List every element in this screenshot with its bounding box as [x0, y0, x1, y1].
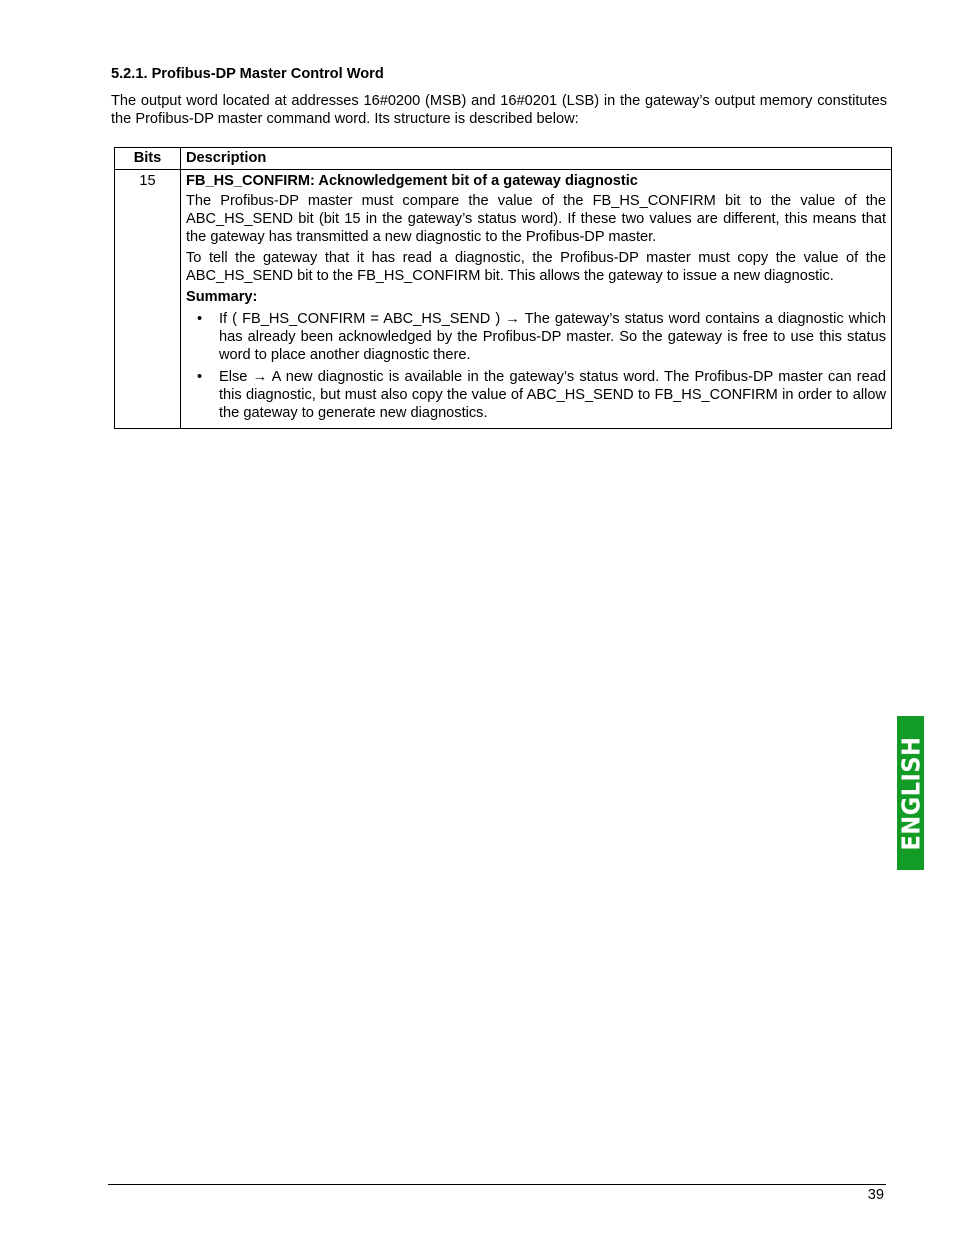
- description-paragraph: The Profibus-DP master must compare the value of the FB_HS_CONFIRM bit to the value of the ABC_HS_SEND bit (bit 15 in the gateway’s status word). If these two values are different, this means that the gateway has transmitted a new diagnostic to the Profibus-DP master.: [186, 193, 886, 245]
- description-cell: [181, 170, 892, 429]
- description-paragraph: To tell the gateway that it has read a diagnostic, the Profibus-DP master must copy the value of the ABC_HS_SEND bit to the FB_HS_CONFIRM bit. This allows the gateway to issue a new diagnostic.: [186, 250, 886, 284]
- section-heading: 5.2.1. Profibus-DP Master Control Word: [111, 66, 384, 82]
- header-bits: Bits: [115, 148, 181, 170]
- list-item-text: If ( FB_HS_CONFIRM = ABC_HS_SEND ) → The gateway’s status word contains a diagnostic which has already been acknowledged by the Profibus-DP master. So the gateway is free to use this status word to place another diagnostic there.: [219, 311, 886, 363]
- control-word-table: [114, 147, 892, 429]
- footer-rule: [108, 1184, 886, 1185]
- language-tab-label: ENGLISH: [896, 736, 925, 850]
- page-number: 39: [867, 1187, 884, 1203]
- bullet-icon: •: [197, 311, 203, 327]
- list-item: [197, 310, 886, 364]
- description-title: FB_HS_CONFIRM: Acknowledgement bit of a gateway diagnostic: [186, 173, 638, 189]
- language-tab: [897, 716, 924, 870]
- summary-list: [186, 310, 886, 422]
- table-header-row: [115, 148, 892, 170]
- intro-paragraph: The output word located at addresses 16#0200 (MSB) and 16#0201 (LSB) in the gateway’s output memory constitutes the Profibus-DP master command word. Its structure is described below:: [111, 93, 887, 127]
- header-description: Description: [181, 148, 892, 170]
- list-item-text: Else → A new diagnostic is available in the gateway’s status word. The Profibus-DP master can read this diagnostic, but must also copy the value of ABC_HS_SEND to FB_HS_CONFIRM in order to allow the gateway to generate new diagnostics.: [219, 369, 886, 421]
- bullet-icon: •: [197, 369, 203, 385]
- table-row: [115, 170, 892, 429]
- summary-label: Summary:: [186, 289, 258, 305]
- list-item: [197, 368, 886, 422]
- bits-value: 15: [115, 170, 181, 429]
